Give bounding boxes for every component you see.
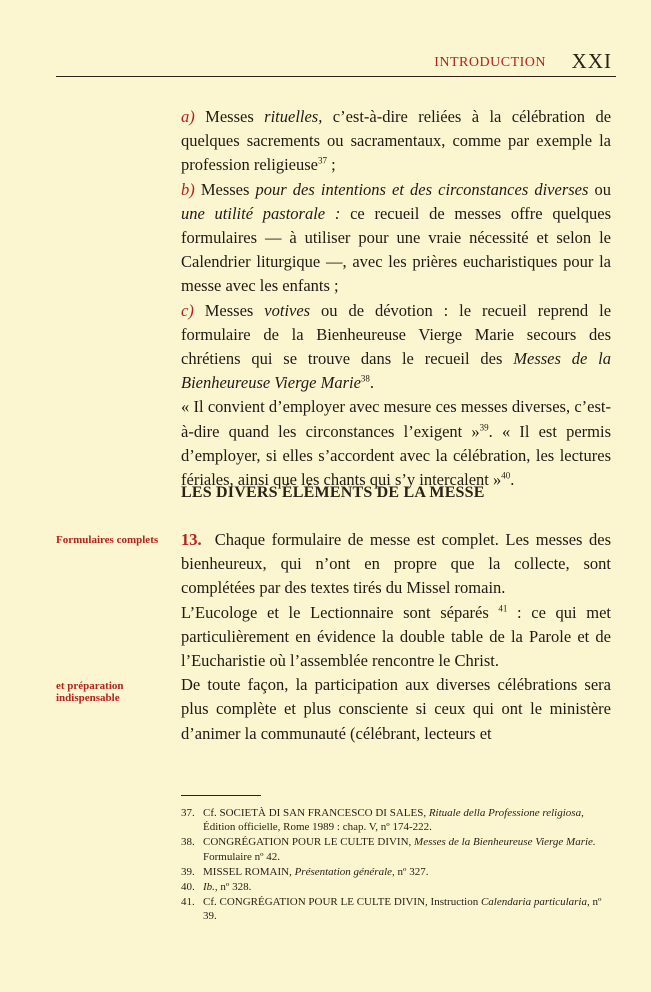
text: L’Eucologe et le Lectionnaire sont séparés bbox=[181, 602, 489, 622]
footnote-number: 41. bbox=[181, 896, 195, 909]
item-label-b: b) bbox=[181, 179, 195, 199]
footnote-text bbox=[203, 835, 611, 863]
running-header bbox=[56, 50, 616, 77]
item-label-c: c) bbox=[181, 300, 194, 320]
paragraph-a bbox=[181, 105, 611, 178]
paragraph-13-2 bbox=[181, 601, 611, 674]
text: Édition officielle, Rome 1989 : chap. V, nº 174-222. bbox=[203, 821, 432, 834]
text: nº 327. bbox=[397, 865, 429, 878]
footnote-ref: 41 bbox=[498, 603, 508, 614]
margin-note-1: Formulaires complets bbox=[56, 534, 159, 546]
text: ce recueil de messes offre quelques formulaires — à utiliser pour une vraie nécessité et selon le Calendrier liturgique —, avec les prières eucharistiques pour la messe avec les enfants ; bbox=[181, 203, 611, 296]
text: : ce qui met particulièrement en évidence la double table de la Parole et de l’Eucharistie où l’assemblée rencontre le Christ. bbox=[181, 602, 612, 671]
text: Cf. SOCIETÀ DI SAN FRANCESCO DI SALES, bbox=[203, 807, 427, 819]
footnote-ref: 37 bbox=[318, 155, 328, 166]
footnote-text bbox=[203, 895, 611, 923]
text: Chaque formulaire de messe est complet. Les messes des bienheureux, qui n’ont en propre que la collecte, sont complétées par des textes tirés du Missel romain. bbox=[181, 530, 611, 598]
text-italic: votives bbox=[264, 300, 311, 320]
footnote-40 bbox=[181, 880, 611, 894]
footnote-ref: 39 bbox=[479, 422, 489, 433]
text: c’est-à-dire reliées à la célébration de quelques sacrements ou sacramentaux, comme par exemple la profession religieuse bbox=[181, 107, 612, 175]
paragraph-c bbox=[181, 299, 611, 396]
footnote-text bbox=[203, 865, 611, 879]
text: . bbox=[510, 470, 515, 490]
margin-note-2: et préparation indispensable bbox=[56, 680, 124, 704]
text-italic: Messes de la Bienheureuse Vierge Marie. bbox=[414, 836, 596, 849]
text: . « Il est permis d’employer, si elles s’accordent avec la célébration, les lectures fériales, ainsi que les chants qui s’y intercalent » bbox=[181, 421, 611, 490]
footnote-41 bbox=[181, 895, 611, 923]
text: ou bbox=[594, 179, 611, 199]
text: nº 328. bbox=[220, 881, 252, 894]
text: nº 39. bbox=[203, 896, 602, 923]
text: Messes bbox=[200, 179, 250, 199]
text-italic: rituelles, bbox=[264, 107, 323, 126]
text: ; bbox=[327, 155, 336, 175]
footnote-38 bbox=[181, 835, 611, 863]
text: ou de dévotion : le recueil reprend le formulaire de la Bienheureuse Vierge Marie secours des chrétiens qui se trouve dans le recueil des bbox=[181, 300, 612, 369]
page-number: XXI bbox=[571, 49, 612, 73]
text: Messes bbox=[205, 107, 254, 126]
footnote-ref: 40 bbox=[501, 470, 511, 481]
paragraph-13 bbox=[181, 528, 611, 601]
text-italic: Calendaria particularia, bbox=[480, 896, 590, 909]
text: Messes bbox=[204, 300, 254, 320]
paragraph-number: 13. bbox=[181, 530, 202, 549]
text-italic: Ib., bbox=[203, 881, 218, 894]
text-italic: Présentation générale, bbox=[294, 865, 395, 878]
footnote-37 bbox=[181, 806, 611, 834]
section-text bbox=[181, 528, 611, 746]
footnote-number: 40. bbox=[181, 881, 195, 894]
text-italic: pour des intentions et des circonstances diverses bbox=[255, 179, 589, 199]
footnote-number: 37. bbox=[181, 807, 195, 819]
footnote-39 bbox=[181, 865, 611, 879]
text: « Il convient d’employer avec mesure ces messes diverses, c’est-à-dire quand les circonstances l’exigent » bbox=[181, 397, 611, 441]
text-italic: Rituale della Professione religiosa, bbox=[428, 807, 584, 819]
paragraph-quote bbox=[181, 395, 611, 492]
text: MISSEL ROMAIN, bbox=[203, 865, 292, 878]
footnote-text bbox=[203, 880, 611, 894]
section-heading: LES DIVERS ÉLÉMENTS DE LA MESSE bbox=[181, 484, 485, 501]
paragraph-b bbox=[181, 178, 611, 299]
footnote-rule bbox=[181, 795, 261, 796]
footnote-number: 39. bbox=[181, 865, 195, 878]
item-label-a: a) bbox=[181, 107, 195, 126]
text: Formulaire nº 42. bbox=[203, 850, 281, 863]
text: . bbox=[369, 373, 375, 393]
text: Cf. CONGRÉGATION POUR LE CULTE DIVIN, Instruction bbox=[203, 896, 479, 909]
text-italic: Messes de la Bienheureuse Vierge Marie bbox=[181, 349, 611, 393]
text-italic: une utilité pastorale : bbox=[181, 203, 341, 223]
running-title: INTRODUCTION bbox=[434, 55, 546, 70]
paragraph-13-3: De toute façon, la participation aux diverses célébrations sera plus complète et plus consciente si ceux qui ont le ministère d’animer la communauté (célébrant, lecteurs et bbox=[181, 675, 611, 743]
footnote-ref: 38 bbox=[360, 373, 370, 384]
footnote-text bbox=[203, 806, 611, 834]
text: CONGRÉGATION POUR LE CULTE DIVIN, bbox=[203, 836, 412, 849]
footnotes bbox=[181, 806, 611, 925]
main-text bbox=[181, 105, 611, 492]
footnote-number: 38. bbox=[181, 836, 195, 849]
